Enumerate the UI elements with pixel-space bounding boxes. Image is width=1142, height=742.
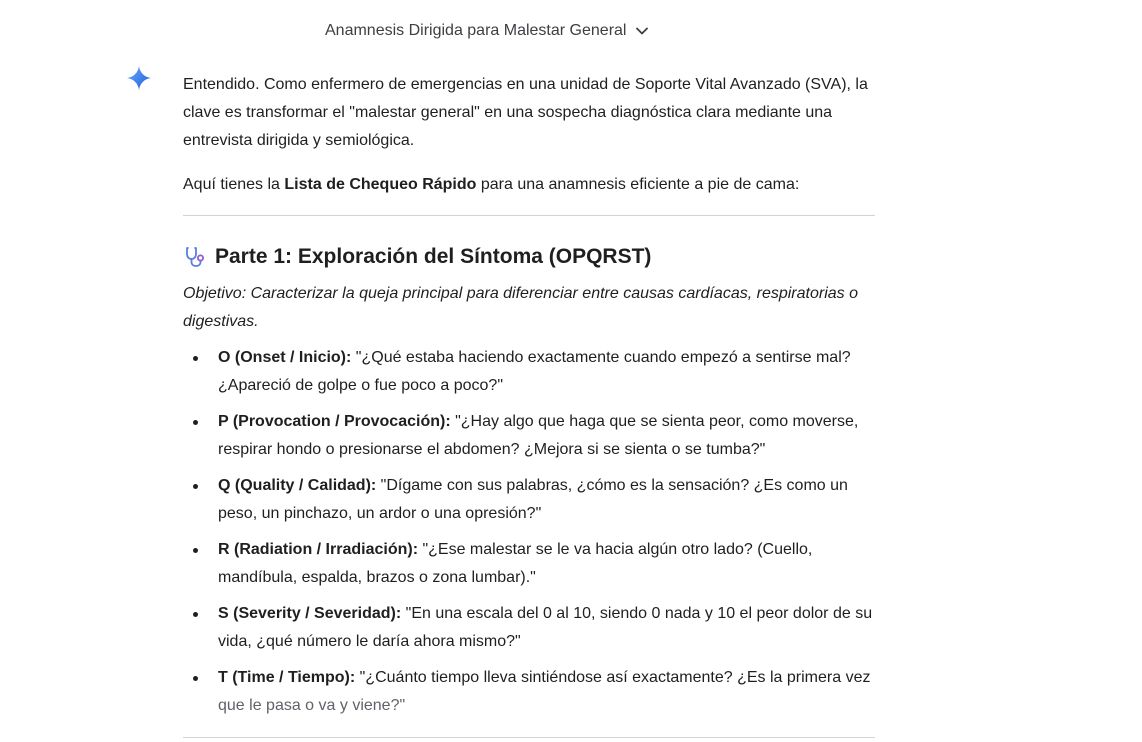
conversation-title-dropdown[interactable] bbox=[325, 22, 648, 40]
section-objective: Objetivo: Caracterizar la queja principal para diferenciar entre causas cardíacas, respiratorias o digestivas. bbox=[183, 285, 858, 330]
list-item bbox=[183, 600, 875, 656]
item-text-faded: que le pasa o va y viene?" bbox=[218, 697, 406, 714]
stethoscope-icon bbox=[183, 245, 207, 269]
bottom-divider bbox=[183, 737, 875, 738]
item-text: "¿Hay algo que haga que se sienta peor, como moverse, respirar hondo o presionarse el abdomen? ¿Mejora si se sienta o se tumba?" bbox=[218, 413, 859, 458]
item-text: "Dígame con sus palabras, ¿cómo es la sensación? ¿Es como un peso, un pinchazo, un ardor o una opresión?" bbox=[218, 477, 848, 522]
item-label: T (Time / Tiempo): bbox=[218, 669, 356, 686]
list-item bbox=[183, 472, 875, 528]
checklist-bold: Lista de Chequeo Rápido bbox=[284, 176, 477, 193]
item-text: "¿Qué estaba haciendo exactamente cuando empezó a sentirse mal? ¿Apareció de golpe o fue poco a poco?" bbox=[218, 349, 851, 394]
item-label: P (Provocation / Provocación): bbox=[218, 413, 451, 430]
item-label: S (Severity / Severidad): bbox=[218, 605, 402, 622]
list-item bbox=[183, 664, 875, 720]
item-text: "En una escala del 0 al 10, siendo 0 nada y 10 el peor dolor de su vida, ¿qué número le daría ahora mismo?" bbox=[218, 605, 873, 650]
item-label: O (Onset / Inicio): bbox=[218, 349, 352, 366]
conversation-title: Anamnesis Dirigida para Malestar General bbox=[325, 22, 627, 39]
item-text: "¿Ese malestar se le va hacia algún otro lado? (Cuello, mandíbula, espalda, brazos o zona lumbar)." bbox=[218, 541, 813, 586]
checklist-after: para una anamnesis eficiente a pie de cama: bbox=[476, 176, 800, 193]
item-label: Q (Quality / Calidad): bbox=[218, 477, 377, 494]
item-text: "¿Cuánto tiempo lleva sintiéndose así exactamente? ¿Es la primera vez bbox=[355, 669, 871, 686]
list-item bbox=[183, 344, 875, 400]
checklist-paragraph bbox=[183, 171, 875, 199]
list-item bbox=[183, 536, 875, 592]
section-title: Parte 1: Exploración del Síntoma (OPQRST) bbox=[215, 245, 652, 268]
section-divider bbox=[183, 215, 875, 216]
checklist-before: Aquí tienes la bbox=[183, 176, 285, 193]
intro-paragraph: Entendido. Como enfermero de emergencias en una unidad de Soporte Vital Avanzado (SVA), la clave es transformar el "malestar general" en una sospecha diagnóstica clara mediante una entrevista dirigida y semiológica. bbox=[183, 76, 868, 149]
list-item bbox=[183, 408, 875, 464]
section-heading bbox=[183, 242, 875, 272]
item-label: R (Radiation / Irradiación): bbox=[218, 541, 419, 558]
assistant-message bbox=[183, 71, 875, 728]
chevron-down-icon bbox=[636, 27, 648, 35]
gemini-spark-icon bbox=[126, 65, 152, 91]
opqrst-list bbox=[183, 344, 875, 720]
